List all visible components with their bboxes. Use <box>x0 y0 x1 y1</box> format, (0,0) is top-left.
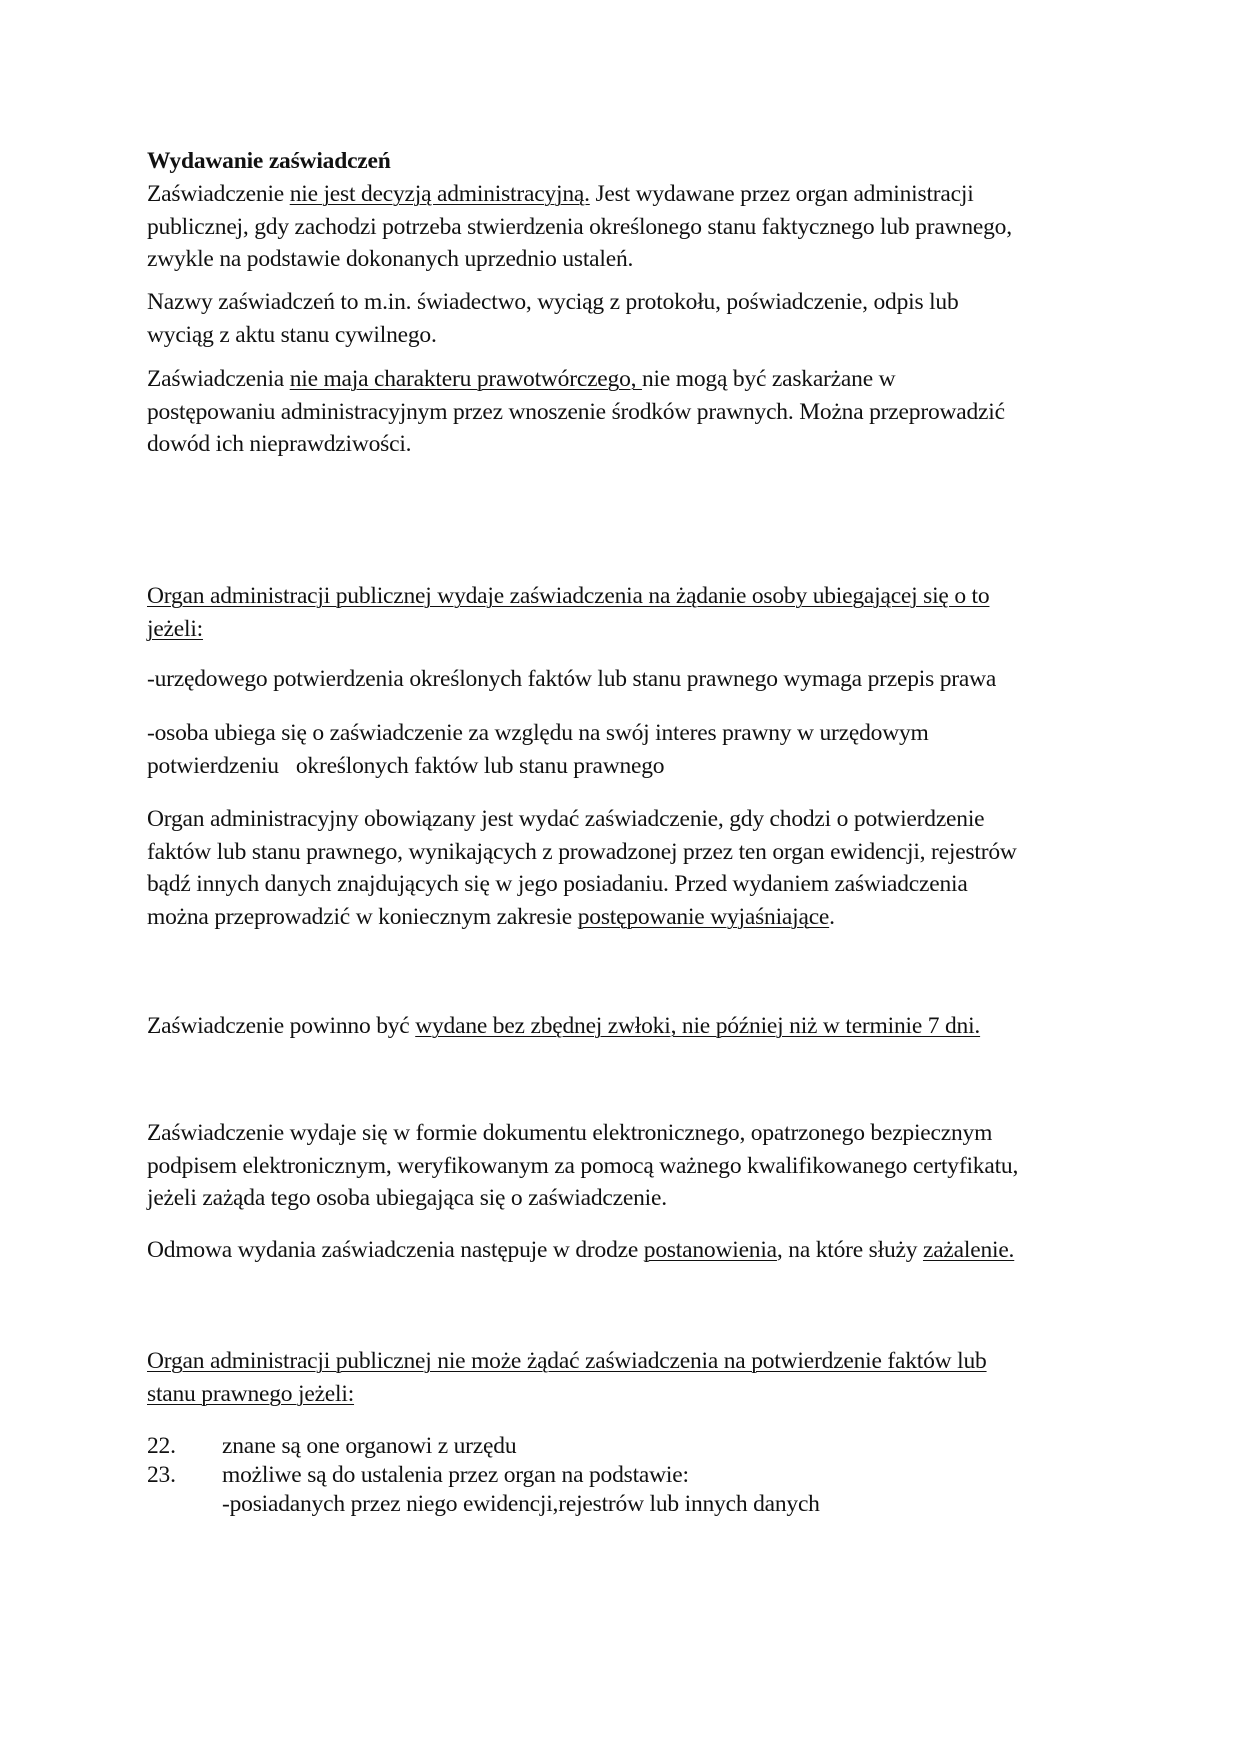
bullet-item-1: -urzędowego potwierdzenia określonych faktów lub stanu prawnego wymaga przepis prawa <box>147 666 997 692</box>
document-title: Wydawanie zaświadczeń <box>147 148 391 174</box>
section-heading-issuing: Organ administracji publicznej wydaje zaświadczenia na żądanie osoby ubiegającej się o to jeżeli: <box>147 583 990 642</box>
bullet-item-2: -osoba ubiega się o zaświadczenie za względu na swój interes prawny w urzędowym potwierdzeniu określonych faktów lub stanu prawnego <box>147 720 929 779</box>
underlined-phrase: nie jest decyzją administracyjną. <box>289 181 590 207</box>
list-item: 22. znane są one organowi z urzędu <box>147 1433 517 1459</box>
underlined-phrase: wydane bez zbędnej zwłoki, nie później niż w terminie 7 dni. <box>415 1013 981 1039</box>
list-item: 23. możliwe są do ustalenia przez organ na podstawie: <box>147 1462 689 1488</box>
underlined-phrase: zażalenie. <box>922 1237 1015 1263</box>
paragraph-refusal: Odmowa wydania zaświadczenia następuje w drodze postanowienia, na które służy zażalenie. <box>147 1237 1015 1263</box>
section-heading-restrictions: Organ administracji publicznej nie może żądać zaświadczenia na potwierdzenie faktów lub stanu prawnego jeżeli: <box>147 1348 987 1407</box>
paragraph-definition: Zaświadczenie nie jest decyzją administracyjną. Jest wydawane przez organ administracji publicznej, gdy zachodzi potrzeba stwierdzenia określonego stanu faktycznego lub prawnego, zwykle na podstawie dokonanych uprzednio ustaleń. <box>147 181 1012 272</box>
paragraph-obligation: Organ administracyjny obowiązany jest wydać zaświadczenie, gdy chodzi o potwierdzenie faktów lub stanu prawnego, wynikających z prowadzonej przez ten organ ewidencji, rejestrów bądź innych danych znajdujących się w jego posiadaniu. Przed wydaniem zaświadczenia można przeprowadzić w koniecznym zakresie postępowanie wyjaśniające. <box>147 806 1017 930</box>
paragraph-character: Zaświadczenia nie maja charakteru prawotwórczego, nie mogą być zaskarżane w postępowaniu administracyjnym przez wnoszenie środków prawnych. Można przeprowadzić dowód ich nieprawdziwości. <box>147 366 1005 457</box>
underlined-phrase: postanowienia <box>643 1237 777 1263</box>
paragraph-deadline: Zaświadczenie powinno być wydane bez zbędnej zwłoki, nie później niż w terminie 7 dni. <box>147 1013 981 1039</box>
underlined-phrase: postępowanie wyjaśniające <box>577 903 830 930</box>
list-subitem: -posiadanych przez niego ewidencji,rejestrów lub innych danych <box>222 1491 820 1517</box>
numbered-list <box>147 1432 1107 1519</box>
paragraph-electronic-form: Zaświadczenie wydaje się w formie dokumentu elektronicznego, opatrzonego bezpiecznym podpisem elektronicznym, weryfikowanym za pomocą ważnego kwalifikowanego certyfikatu, jeżeli zażąda tego osoba ubiegająca się o zaświadczenie. <box>147 1120 1019 1211</box>
paragraph-names: Nazwy zaświadczeń to m.in. świadectwo, wyciąg z protokołu, poświadczenie, odpis lub wyciąg z aktu stanu cywilnego. <box>147 289 959 348</box>
underlined-phrase: nie maja charakteru prawotwórczego, <box>289 366 642 392</box>
